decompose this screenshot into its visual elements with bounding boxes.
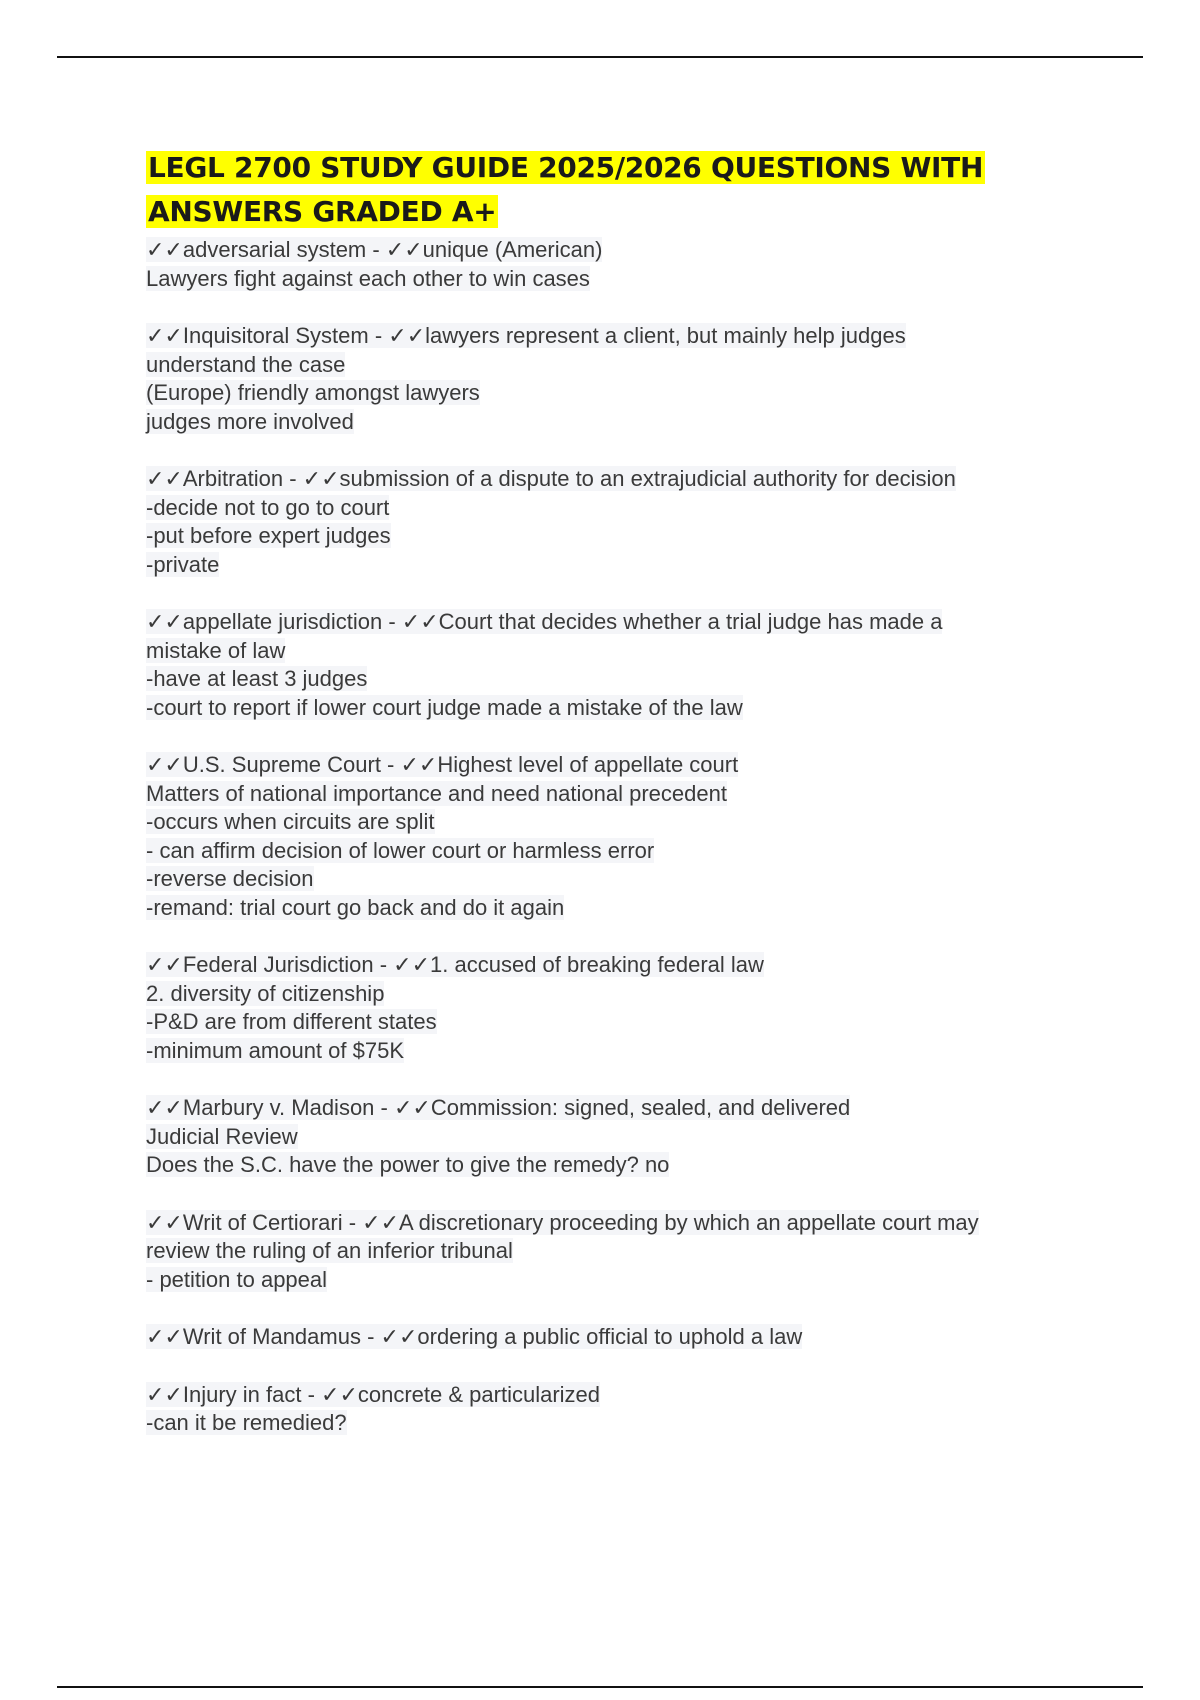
flashcard-answer-text: -decide not to go to court [146, 494, 390, 520]
flashcard-answer-line [146, 379, 1086, 408]
flashcard-term [146, 465, 1086, 494]
flashcard-term [146, 1381, 1086, 1410]
flashcard-answer-text: -P&D are from different states [146, 1009, 437, 1034]
flashcard-answer-line [146, 637, 1086, 666]
top-rule [57, 56, 1143, 58]
flashcard-answer-text: -occurs when circuits are split [146, 809, 435, 834]
flashcard-answer-line [146, 1237, 1086, 1266]
flashcard-answer-line [146, 351, 1086, 380]
flashcard-term [146, 1209, 1086, 1238]
flashcard-answer-text: -put before expert judges [146, 523, 391, 548]
flashcard-term [146, 1323, 1086, 1352]
flashcard-term-text: ✓✓Writ of Mandamus - ✓✓ordering a public official to uphold a law [146, 1324, 803, 1349]
flashcard-answer-line [146, 265, 1086, 294]
flashcard-answer-line [146, 980, 1086, 1009]
flashcard-term [146, 1094, 1086, 1123]
flashcard-item [146, 465, 1086, 579]
flashcard-answer-text: -court to report if lower court judge made a mistake of the law [146, 694, 743, 720]
flashcard-answer-line [146, 522, 1086, 551]
flashcard-answer-text: Does the S.C. have the power to give the remedy? no [146, 1152, 670, 1177]
flashcard-answer-text: -have at least 3 judges [146, 666, 368, 691]
flashcard-answer-text: Judicial Review [146, 1123, 298, 1149]
flashcard-answer-line [146, 1037, 1086, 1066]
flashcard-answer-line [146, 1409, 1086, 1438]
flashcard-answer-line [146, 808, 1086, 837]
flashcard-term [146, 608, 1086, 637]
title-highlight: LEGL 2700 STUDY GUIDE 2025/2026 QUESTIONS WITH ANSWERS GRADED A+ [148, 151, 984, 228]
flashcard-term-text: ✓✓Injury in fact - ✓✓concrete & particularized [146, 1381, 601, 1407]
flashcard-answer-text: - petition to appeal [146, 1266, 328, 1292]
flashcard-term-text: ✓✓Inquisitoral System - ✓✓lawyers represent a client, but mainly help judges [146, 323, 906, 348]
flashcard-answer-line [146, 694, 1086, 723]
flashcard-answer-text: review the ruling of an inferior tribunal [146, 1238, 513, 1263]
flashcard-list [146, 236, 1086, 1438]
flashcard-answer-line [146, 408, 1086, 437]
document-body [146, 146, 1086, 1467]
flashcard-answer-text: -can it be remedied? [146, 1410, 347, 1435]
flashcard-term-text: ✓✓Writ of Certiorari - ✓✓A discretionary proceeding by which an appellate court may [146, 1209, 979, 1235]
flashcard-answer-text: Lawyers fight against each other to win cases [146, 265, 590, 291]
flashcard-term [146, 236, 1086, 265]
flashcard-answer-text: understand the case [146, 351, 346, 377]
flashcard-term-text: ✓✓appellate jurisdiction - ✓✓Court that decides whether a trial judge has made a [146, 609, 943, 634]
document-title [146, 146, 1086, 234]
flashcard-answer-line [146, 865, 1086, 894]
flashcard-term [146, 751, 1086, 780]
flashcard-answer-line [146, 551, 1086, 580]
flashcard-term-text: ✓✓Federal Jurisdiction - ✓✓1. accused of breaking federal law [146, 952, 764, 977]
flashcard-answer-text: (Europe) friendly amongst lawyers [146, 380, 480, 405]
flashcard-answer-line [146, 494, 1086, 523]
flashcard-item [146, 236, 1086, 293]
flashcard-answer-line [146, 665, 1086, 694]
flashcard-answer-line [146, 1123, 1086, 1152]
flashcard-item [146, 1381, 1086, 1438]
flashcard-answer-text: -minimum amount of $75K [146, 1037, 404, 1063]
flashcard-item [146, 1323, 1086, 1352]
flashcard-item [146, 322, 1086, 436]
flashcard-answer-text: - can affirm decision of lower court or harmless error [146, 837, 655, 863]
flashcard-answer-text: Matters of national importance and need national precedent [146, 780, 727, 806]
flashcard-term-text: ✓✓U.S. Supreme Court - ✓✓Highest level of appellate court [146, 752, 739, 777]
flashcard-answer-text: -remand: trial court go back and do it again [146, 894, 565, 920]
flashcard-answer-text: -reverse decision [146, 866, 314, 891]
flashcard-answer-line [146, 1008, 1086, 1037]
flashcard-answer-line [146, 837, 1086, 866]
flashcard-answer-text: -private [146, 551, 220, 577]
bottom-rule [57, 1686, 1143, 1688]
flashcard-answer-line [146, 1151, 1086, 1180]
flashcard-term-text: ✓✓Marbury v. Madison - ✓✓Commission: signed, sealed, and delivered [146, 1095, 851, 1120]
flashcard-answer-text: judges more involved [146, 408, 354, 434]
flashcard-answer-text: mistake of law [146, 637, 286, 663]
flashcard-item [146, 608, 1086, 722]
flashcard-term-text: ✓✓Arbitration - ✓✓submission of a dispute to an extrajudicial authority for decision [146, 466, 956, 491]
flashcard-term-text: ✓✓adversarial system - ✓✓unique (American) [146, 237, 603, 262]
flashcard-answer-text: 2. diversity of citizenship [146, 980, 385, 1006]
flashcard-item [146, 751, 1086, 922]
flashcard-item [146, 1094, 1086, 1180]
flashcard-item [146, 1209, 1086, 1295]
flashcard-item [146, 951, 1086, 1065]
flashcard-answer-line [146, 1266, 1086, 1295]
flashcard-term [146, 322, 1086, 351]
flashcard-term [146, 951, 1086, 980]
flashcard-answer-line [146, 780, 1086, 809]
flashcard-answer-line [146, 894, 1086, 923]
